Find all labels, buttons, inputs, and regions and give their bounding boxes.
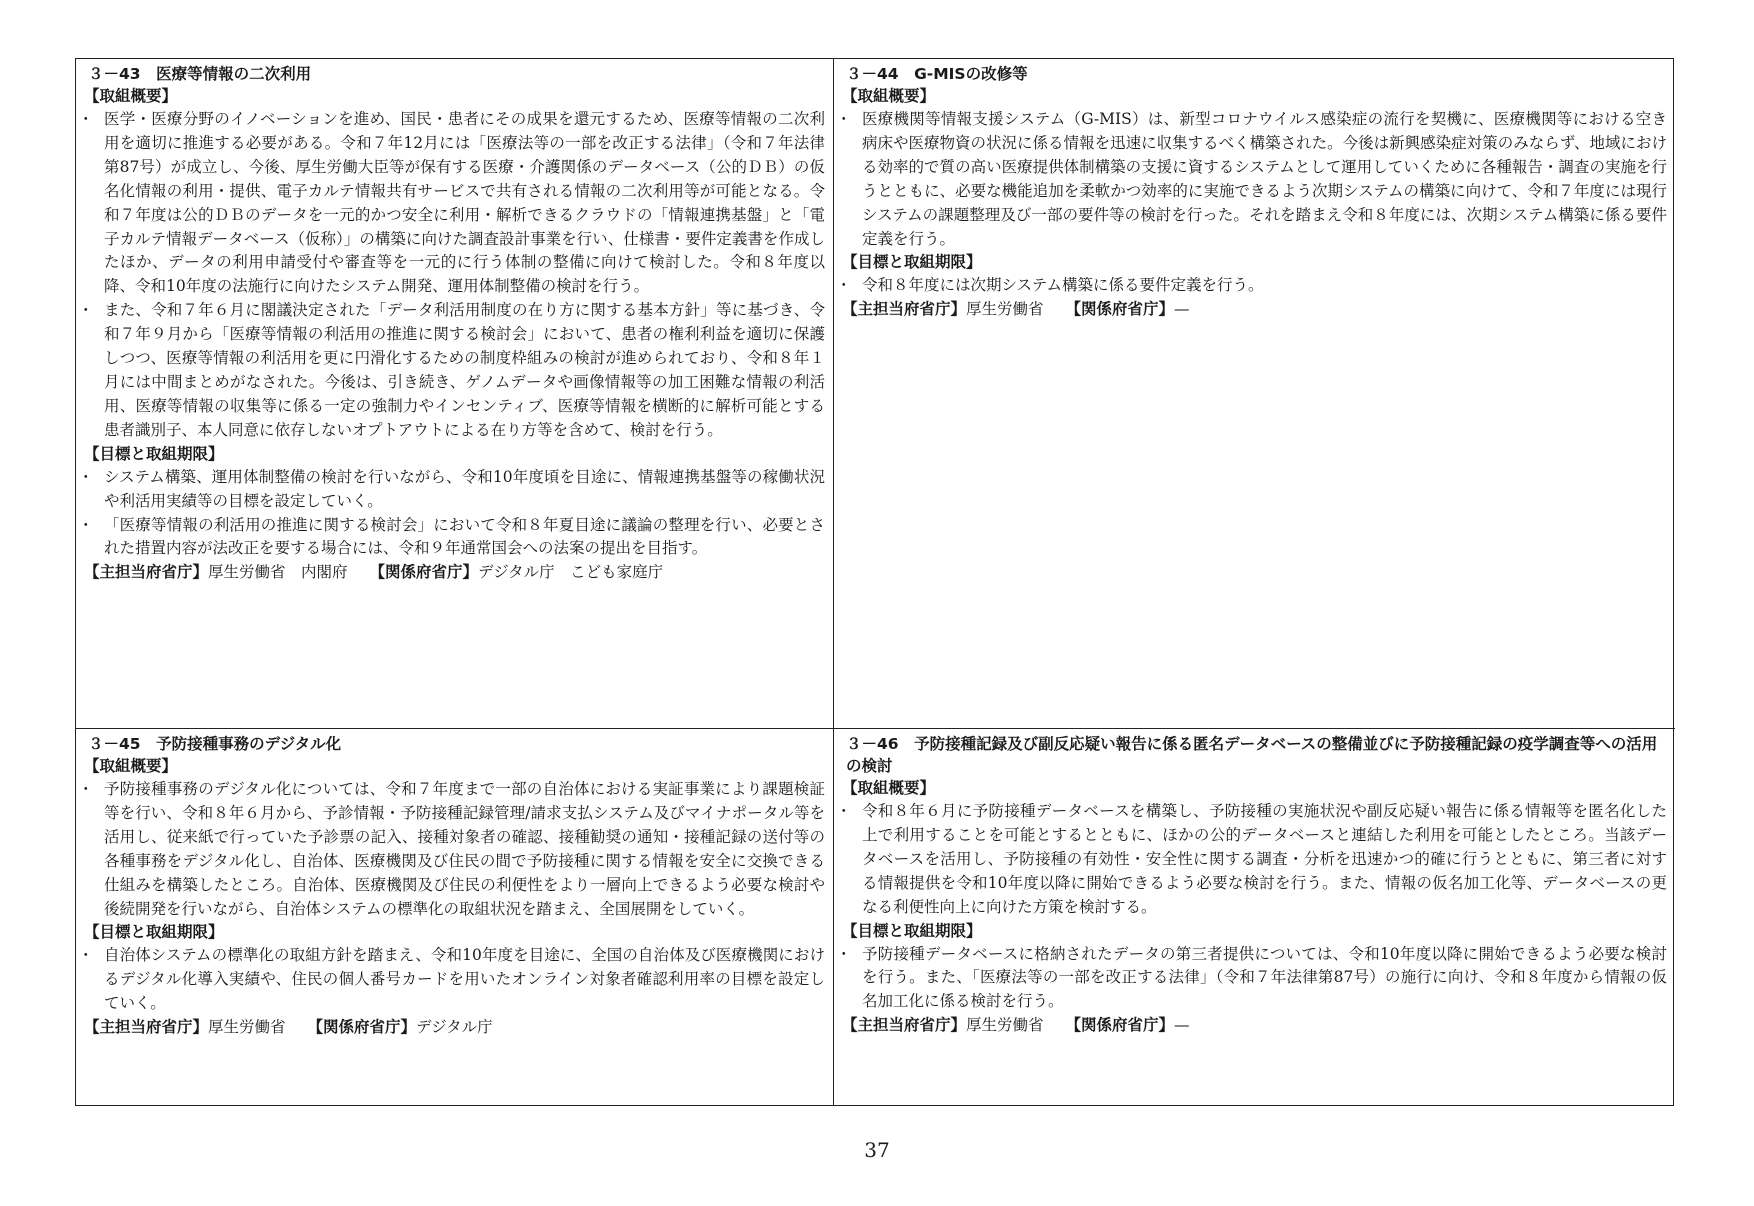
related-agency: — [1174,300,1190,319]
related-label: 【関係府省庁】 [1065,1016,1175,1035]
section-3-46 [833,729,1675,1105]
section-title: ３－43 医療等情報の二次利用 [88,65,312,83]
overview-label: 【取組概要】 [842,779,936,797]
list-item: ・ また、令和７年６月に閣議決定された「データ利活用制度の在り方に関する基本方針」等に基づき、令和７年９月から「医療等情報の利活用の推進に関する検討会」において、患者の権利利益を適切に保護しつつ、医療等情報の利活用を更に円滑化するための制度枠組みの検討が進められており、令和８年１月には中間まとめがなされた。今後は、引き続き、ゲノムデータや画像情報等の加工困難な情報の利活用、医療等情報の収集等に係る一定の強制力やインセンティブ、医療等情報を横断的に解析可能とする患者識別子、本人同意に依存しないオプトアウトによる在り方等を含めて、検討を行う。 [84,299,825,442]
list-item: ・ 令和８年度には次期システム構築に係る要件定義を行う。 [842,274,1667,298]
section-title: ３－46 予防接種記録及び副反応疑い報告に係る匿名データベースの整備並びに予防接種記録の疫学調査等への活用の検討 [846,735,1658,775]
goals-list [842,274,1667,298]
overview-label: 【取組概要】 [84,87,178,105]
overview-list [84,778,825,921]
list-item: ・ 医学・医療分野のイノベーションを進め、国民・患者にその成果を還元するため、医療等情報の二次利用を適切に推進する必要がある。令和７年12月には「医療法等の一部を改正する法律」（令和７年法律第87号）が成立し、今後、厚生労働大臣等が保有する医療・介護関係のデータベース（公的ＤＢ）の仮名化情報の利用・提供、電子カルテ情報共有サービスで共有される情報の二次利用等が可能となる。令和７年度は公的ＤＢのデータを一元的かつ安全に利用・解析できるクラウドの「情報連携基盤」と「電子カルテ情報データベース（仮称）」の構築に向けた調査設計事業を行い、仕様書・要件定義書を作成したほか、データの利用申請受付や審査等を一元的に行う体制の整備に向けて検討した。令和８年度以降、令和10年度の法施行に向けたシステム開発、運用体制整備の検討を行う。 [84,108,825,299]
lead-label: 【主担当府省庁】 [842,300,967,319]
goals-list [84,944,825,1016]
lead-label: 【主担当府省庁】 [84,563,209,582]
lead-agency: 厚生労働省 内閣府 [208,563,348,582]
list-item: ・ 医療機関等情報支援システム（G-MIS）は、新型コロナウイルス感染症の流行を契機に、医療機関等における空き病床や医療物資の状況に係る情報を迅速に収集するべく構築された。今後は新興感染症対策のみならず、地域における効率的で質の高い医療提供体制構築の支援に資するシステムとして運用していくために各種報告・調査の実施を行うとともに、必要な機能追加を柔軟かつ効率的に実施できるよう次期システムの構築に向けて、令和７年度には現行システムの課題整理及び一部の要件等の検討を行った。それを踏まえ令和８年度には、次期システム構築に係る要件定義を行う。 [842,108,1667,251]
list-item: ・ 予防接種データベースに格納されたデータの第三者提供については、令和10年度以降に開始できるよう必要な検討を行う。また、「医療法等の一部を改正する法律」（令和７年法律第87号）の施行に向け、令和８年度から情報の仮名加工化に係る検討を行う。 [842,943,1667,1015]
list-item: ・ 予防接種事務のデジタル化については、令和７年度まで一部の自治体における実証事業により課題検証等を行い、令和８年６月から、予診情報・予防接種記録管理/請求支払システム及びマイナポータル等を活用し、従来紙で行っていた予診票の記入、接種対象者の確認、接種勧奨の通知・接種記録の送付等の各種事務をデジタル化し、自治体、医療機関及び住民の間で予防接種に関する情報を安全に交換できる仕組みを構築したところ。自治体、医療機関及び住民の利便性をより一層向上できるよう必要な検討や後続開発を行いながら、自治体システムの標準化の取組状況を踏まえ、全国展開をしていく。 [84,778,825,921]
lead-agency: 厚生労働省 [966,1016,1044,1035]
section-title: ３－45 予防接種事務のデジタル化 [88,735,342,753]
overview-label: 【取組概要】 [842,87,936,105]
lead-agency: 厚生労働省 [208,1018,286,1037]
section-title: ３－44 G-MISの改修等 [846,65,1028,83]
agency-line [842,298,1667,321]
list-item: ・ 令和８年６月に予防接種データベースを構築し、予防接種の実施状況や副反応疑い報告に係る情報等を匿名化した上で利用することを可能とするとともに、ほかの公的データベースと連結した利用を可能としたところ。当該データベースを活用し、予防接種の有効性・安全性に関する調査・分析を迅速かつ的確に行うとともに、第三者に対する情報提供を令和10年度以降に開始できるよう必要な検討を行う。また、情報の仮名加工化等、データベースの更なる利便性向上に向けた方策を検討する。 [842,800,1667,920]
overview-list [84,108,825,443]
goals-list [842,943,1667,1015]
goals-label: 【目標と取組期限】 [842,921,982,940]
list-item: ・ 「医療等情報の利活用の推進に関する検討会」において令和８年夏目途に議論の整理を行い、必要とされた措置内容が法改正を要する場合には、令和９年通常国会への法案の提出を目指す。 [84,514,825,562]
goals-list [84,466,825,562]
goals-label: 【目標と取組期限】 [842,253,982,272]
goals-label: 【目標と取組期限】 [84,923,224,942]
agency-line [84,1016,825,1039]
section-3-45 [76,729,833,1105]
related-agency: — [1174,1016,1190,1035]
page-number: 37 [864,1138,890,1162]
related-label: 【関係府省庁】 [307,1018,417,1037]
lead-label: 【主担当府省庁】 [842,1016,967,1035]
list-item: ・ システム構築、運用体制整備の検討を行いながら、令和10年度頃を目途に、情報連携基盤等の稼働状況や利活用実績等の目標を設定していく。 [84,466,825,514]
related-label: 【関係府省庁】 [1065,300,1175,319]
agency-line [84,561,825,584]
related-agency: デジタル庁 こども家庭庁 [478,563,664,582]
overview-list [842,800,1667,920]
agency-line [842,1014,1667,1037]
list-item: ・ 自治体システムの標準化の取組方針を踏まえ、令和10年度を目途に、全国の自治体及び医療機関におけるデジタル化導入実績や、住民の個人番号カードを用いたオンライン対象者確認利用率の目標を設定していく。 [84,944,825,1016]
measures-table [75,58,1674,1106]
section-3-44 [833,59,1675,729]
related-label: 【関係府省庁】 [369,563,479,582]
goals-label: 【目標と取組期限】 [84,444,224,463]
related-agency: デジタル庁 [416,1018,493,1037]
lead-agency: 厚生労働省 [966,300,1044,319]
overview-label: 【取組概要】 [84,757,178,775]
overview-list [842,108,1667,251]
section-3-43 [76,59,833,729]
lead-label: 【主担当府省庁】 [84,1018,209,1037]
